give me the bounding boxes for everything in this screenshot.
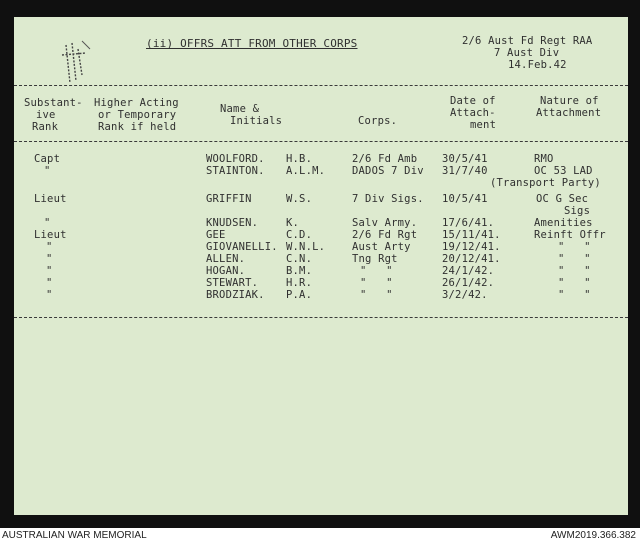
footer-bar [0,528,640,544]
table-row [14,165,628,177]
corps-cell: " " [360,277,393,289]
rank-cell: " [46,289,53,301]
nature-cell: (Transport Party) [490,177,601,189]
surname-cell: HOGAN. [206,265,246,277]
handwritten-mark [52,35,98,91]
date-cell: 10/5/41 [442,193,488,205]
nature-cell: " " [558,241,591,253]
header-line: ment [470,119,497,131]
surname-cell: BRODZIAK. [206,289,265,301]
corps-cell: 7 Div Sigs. [352,193,424,205]
corps-cell: 2/6 Fd Rgt [352,229,418,241]
nature-cell: OC 53 LAD [534,165,593,177]
header-line: Rank [32,121,59,133]
rank-cell: Lieut [34,193,67,205]
header-line: Higher Acting [94,97,179,109]
header-line: Attachment [536,107,602,119]
surname-cell: GIOVANELLI. [206,241,278,253]
column-header-corps: Corps. [358,115,398,127]
header-line: Attach- [450,107,496,119]
nature-cell: Sigs [564,205,591,217]
header-line: Rank if held [98,121,177,133]
date-cell: 15/11/41. [442,229,501,241]
initials-cell: P.A. [286,289,313,301]
surname-cell: WOOLFORD. [206,153,265,165]
corps-cell: 2/6 Fd Amb [352,153,418,165]
document-date: 14.Feb.42 [508,59,567,71]
date-cell: 17/6/41. [442,217,495,229]
initials-cell: H.R. [286,277,313,289]
initials-cell: W.S. [286,193,313,205]
initials-cell: C.D. [286,229,313,241]
table-row [14,277,628,289]
header-line: Substant- [24,97,83,109]
rank-cell: Capt [34,153,61,165]
table-row [14,217,628,229]
initials-cell: B.M. [286,265,313,277]
document-page [14,17,628,515]
surname-cell: KNUDSEN. [206,217,259,229]
document-title: (ii) OFFRS ATT FROM OTHER CORPS [146,37,358,50]
surname-cell: STEWART. [206,277,259,289]
nature-cell: " " [558,289,591,301]
table-row [14,205,628,217]
surname-cell: ALLEN. [206,253,246,265]
corps-cell: " " [360,265,393,277]
corps-cell: Salv Army. [352,217,418,229]
header-line: Name & [220,103,260,115]
header-line: Date of [450,95,496,107]
table-rule-bottom [14,317,628,318]
division-name: 7 Aust Div [494,47,560,59]
table-row [14,229,628,241]
rank-cell: " [44,217,51,229]
rank-cell: " [46,241,53,253]
header-line: Nature of [540,95,599,107]
rank-cell: " [46,277,53,289]
rank-cell: Lieut [34,229,67,241]
table-row [14,253,628,265]
nature-cell: Reinft Offr [534,229,606,241]
surname-cell: STAINTON. [206,165,265,177]
table-row [14,153,628,165]
nature-cell: " " [558,277,591,289]
nature-cell: OC G Sec [536,193,589,205]
table-row [14,265,628,277]
table-row [14,289,628,301]
initials-cell: C.N. [286,253,313,265]
rank-cell: " [44,165,51,177]
date-cell: 30/5/41 [442,153,488,165]
initials-cell: W.N.L. [286,241,326,253]
footer-credit: AUSTRALIAN WAR MEMORIAL [2,530,147,541]
header-line: Initials [230,115,283,127]
surname-cell: GRIFFIN [206,193,252,205]
table-row [14,177,628,189]
header-rule-top [14,85,628,86]
date-cell: 19/12/41. [442,241,501,253]
corps-cell: Tng Rgt [352,253,398,265]
unit-name: 2/6 Aust Fd Regt RAA [462,35,593,47]
header-line: ive [36,109,56,121]
nature-cell: " " [558,253,591,265]
initials-cell: K. [286,217,300,229]
initials-cell: A.L.M. [286,165,326,177]
date-cell: 20/12/41. [442,253,501,265]
corps-cell: DADOS 7 Div [352,165,424,177]
header-rule-bottom [14,141,628,142]
corps-cell: Aust Arty [352,241,411,253]
nature-cell: Amenities [534,217,593,229]
date-cell: 26/1/42. [442,277,495,289]
initials-cell: H.B. [286,153,313,165]
date-cell: 3/2/42. [442,289,488,301]
nature-cell: RMO [534,153,554,165]
surname-cell: GEE [206,229,226,241]
table-row [14,193,628,205]
table-row [14,241,628,253]
header-line: or Temporary [98,109,177,121]
corps-cell: " " [360,289,393,301]
rank-cell: " [46,253,53,265]
date-cell: 31/7/40 [442,165,488,177]
footer-accession-number: AWM2019.366.382 [550,530,636,541]
date-cell: 24/1/42. [442,265,495,277]
nature-cell: " " [558,265,591,277]
rank-cell: " [46,265,53,277]
